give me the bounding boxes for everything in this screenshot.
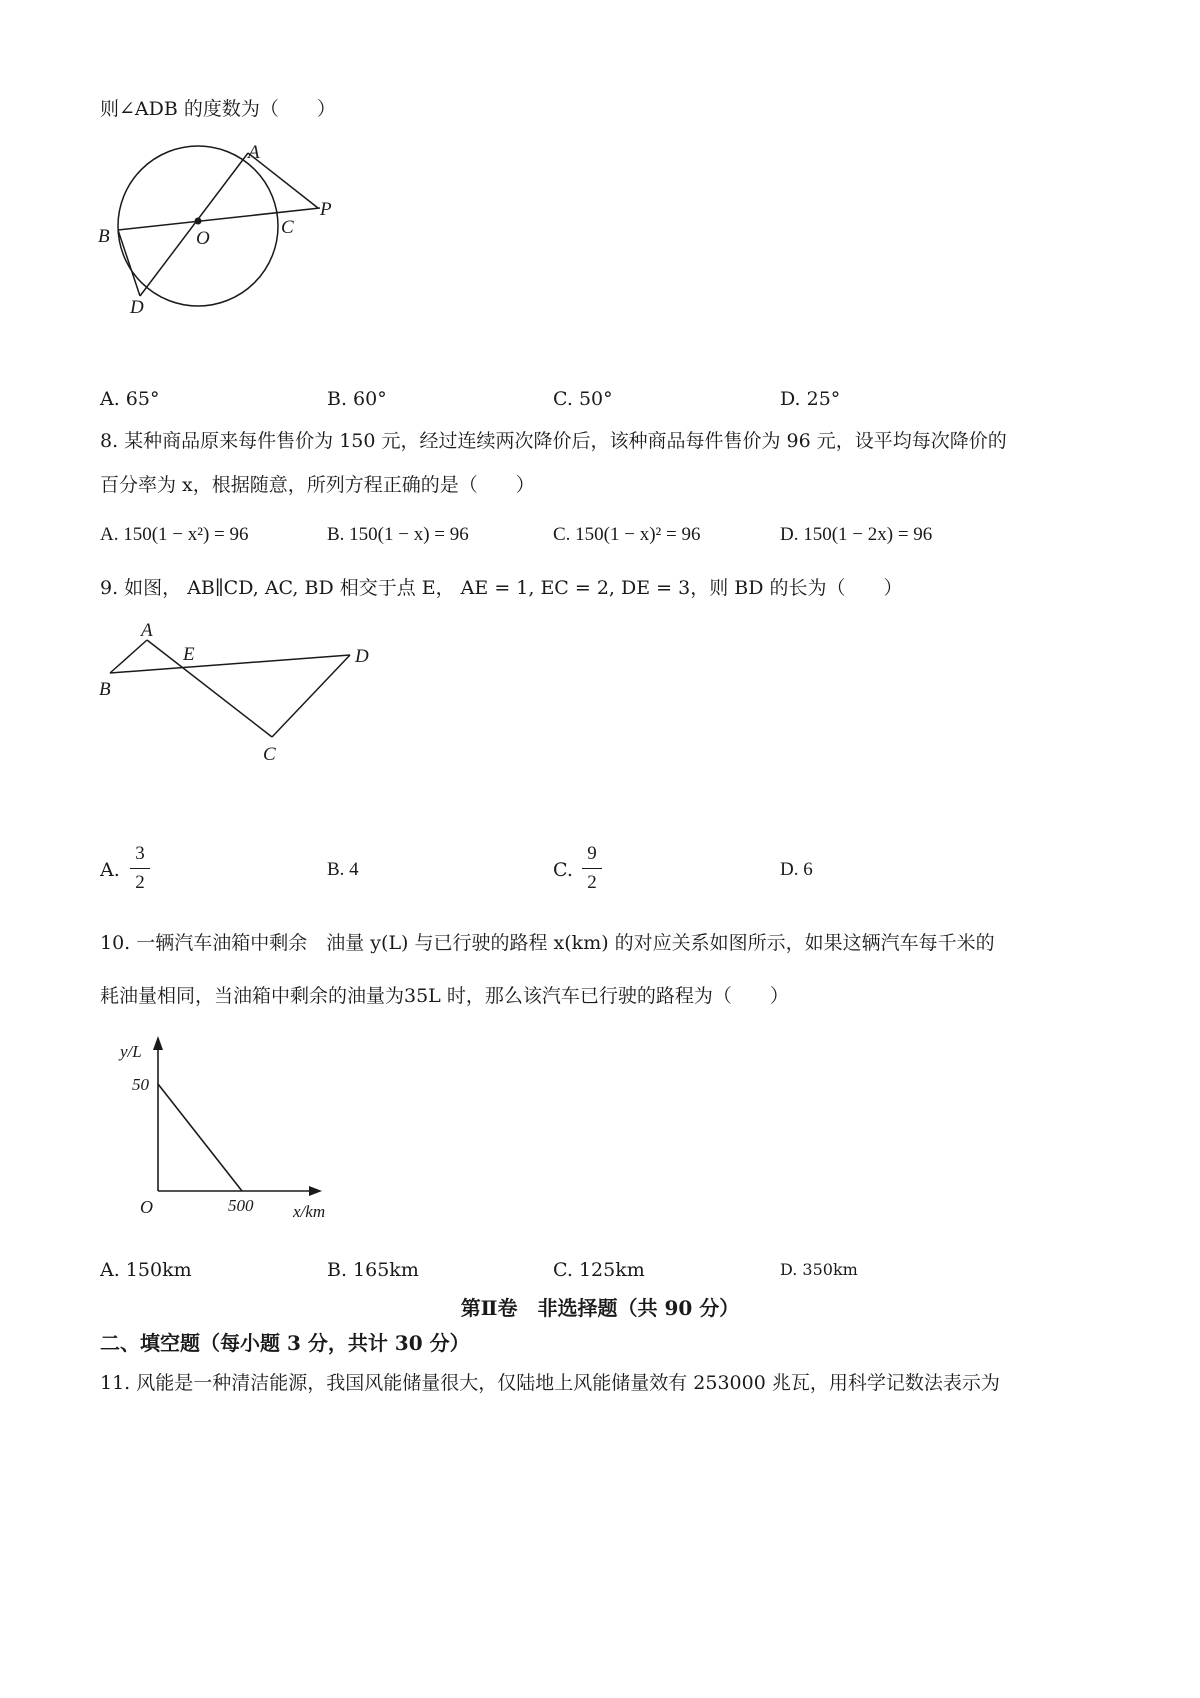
q8-option-c: C. 150(1 − x)² = 96 bbox=[553, 524, 701, 545]
q9-option-d: D. 6 bbox=[780, 859, 813, 880]
circle-o bbox=[118, 146, 278, 306]
label-o: O bbox=[196, 228, 210, 249]
part2-title: 第Ⅱ卷 非选择题（共 90 分） bbox=[460, 1296, 740, 1320]
line-ac bbox=[147, 640, 272, 737]
q8-line1: 8. 某种商品原来每件售价为 150 元，经过连续两次降价后，该种商品每件售价为 96 元，设平均每次降价的 bbox=[100, 430, 1007, 452]
x-axis-arrow bbox=[309, 1186, 322, 1196]
center-point-o bbox=[195, 218, 202, 225]
q8-line2: 百分率为 x，根据随意，所列方程正确的是（ ） bbox=[100, 474, 535, 496]
y-axis-arrow bbox=[153, 1036, 163, 1050]
q7-option-d: D. 25° bbox=[780, 388, 841, 410]
series-line-0 bbox=[158, 1084, 242, 1191]
numerator: 3 bbox=[135, 843, 145, 864]
label-a: A bbox=[248, 142, 260, 163]
q9-option-b: B. 4 bbox=[327, 859, 359, 880]
q11-line1: 11. 风能是一种清洁能源，我国风能储量很大，仅陆地上风能储量效有 253000 兆瓦，用科学记数法表示为 bbox=[100, 1372, 1000, 1394]
q10-option-d: D. 350km bbox=[780, 1260, 858, 1279]
line-bd bbox=[118, 230, 140, 296]
q7-option-c: C. 50° bbox=[553, 388, 613, 410]
y-axis-label: y/L bbox=[120, 1042, 142, 1061]
q7-stem: 则∠ADB 的度数为（ ） bbox=[100, 98, 336, 120]
line-ba bbox=[110, 640, 147, 673]
x-axis-label: x/km bbox=[293, 1202, 326, 1221]
fuel-chart-svg bbox=[110, 1030, 350, 1230]
y-tick-label-0: 50 bbox=[132, 1075, 149, 1094]
origin-label: O bbox=[140, 1197, 153, 1217]
label-b: B bbox=[98, 226, 110, 247]
line-cd bbox=[272, 655, 350, 737]
q9-stem: 9. 如图， AB∥CD, AC, BD 相交于点 E， AE = 1, EC = 2, DE = 3，则 BD 的长为（ ） bbox=[100, 577, 903, 599]
q7-option-b: B. 60° bbox=[327, 388, 387, 410]
q8-option-a: A. 150(1 − x²) = 96 bbox=[100, 524, 249, 545]
q9-option-a-prefix: A. bbox=[100, 859, 120, 881]
denominator: 2 bbox=[135, 872, 145, 893]
q7-option-a: A. 65° bbox=[100, 388, 160, 410]
label-b: B bbox=[99, 679, 111, 700]
line-ad bbox=[140, 153, 248, 296]
label-d: D bbox=[355, 646, 369, 667]
denominator: 2 bbox=[587, 872, 597, 893]
label-p: P bbox=[320, 199, 332, 220]
q10-option-a: A. 150km bbox=[100, 1259, 192, 1281]
q10-option-c: C. 125km bbox=[553, 1259, 645, 1281]
q8-option-b: B. 150(1 − x) = 96 bbox=[327, 524, 469, 545]
q9-option-c-fraction bbox=[582, 843, 602, 894]
section-heading: 二、填空题（每小题 3 分，共计 30 分） bbox=[100, 1331, 470, 1355]
label-c: C bbox=[263, 744, 276, 765]
q7-circle-figure bbox=[90, 135, 360, 325]
label-d: D bbox=[130, 297, 144, 318]
q8-option-d: D. 150(1 − 2x) = 96 bbox=[780, 524, 933, 545]
numerator: 9 bbox=[587, 843, 597, 864]
q10-line2: 耗油量相同，当油箱中剩余的油量为35L 时，那么该汽车已行驶的路程为（ ） bbox=[100, 985, 789, 1007]
q10-option-b: B. 165km bbox=[327, 1259, 419, 1281]
label-a: A bbox=[141, 620, 153, 641]
line-bd bbox=[110, 655, 350, 673]
q9-option-a-fraction bbox=[130, 843, 150, 894]
q9-option-c-prefix: C. bbox=[553, 859, 573, 881]
label-c: C bbox=[281, 217, 294, 238]
q9-triangle-figure bbox=[92, 615, 392, 765]
q10-chart bbox=[110, 1030, 350, 1230]
label-e: E bbox=[183, 644, 195, 665]
x-tick-label-0: 500 bbox=[228, 1196, 254, 1215]
q10-line1: 10. 一辆汽车油箱中剩余 油量 y(L) 与已行驶的路程 x(km) 的对应关系如图所示，如果这辆汽车每千米的 bbox=[100, 932, 995, 954]
